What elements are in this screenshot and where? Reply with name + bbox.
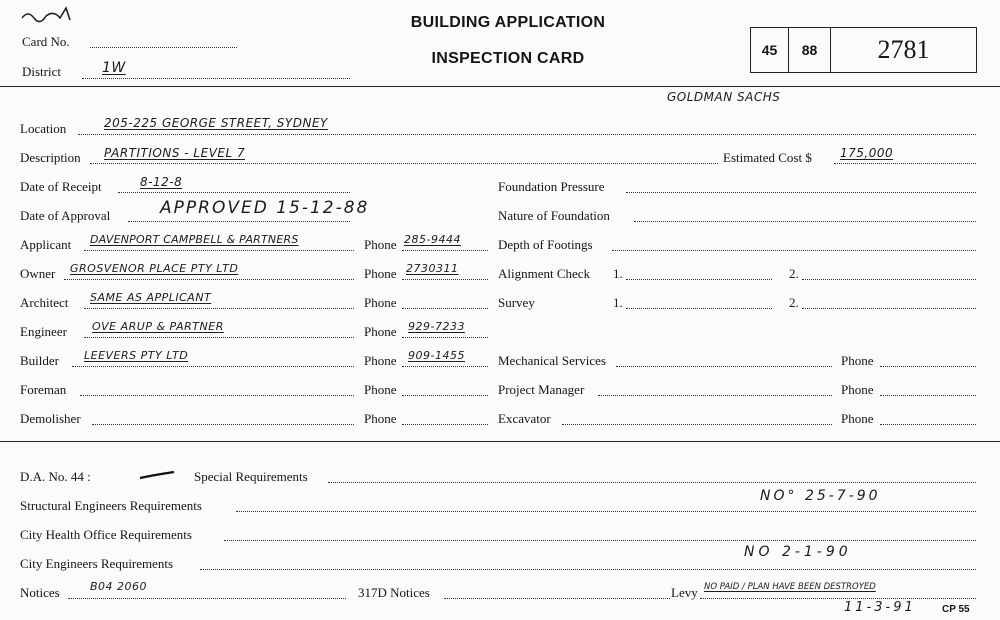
notices-line — [68, 598, 346, 599]
builder-phone-value: 909-1455 — [408, 349, 465, 362]
da-number-dash — [138, 470, 178, 482]
card-number-box — [750, 27, 977, 73]
da-number-label: D.A. No. 44 : — [20, 469, 91, 484]
alignment-check-2-line — [802, 279, 976, 280]
owner-value: GROSVENOR PLACE PTY LTD — [70, 262, 239, 275]
excavator-line — [562, 424, 832, 425]
survey-label: Survey — [498, 295, 535, 310]
mechanical-services-phone-label: Phone — [841, 353, 874, 368]
city-engineers-label: City Engineers Requirements — [20, 556, 174, 571]
header-divider — [0, 86, 1000, 87]
architect-label: Architect — [20, 295, 69, 310]
special-requirements-label: Special Requirements — [194, 469, 308, 484]
engineer-phone-value: 929-7233 — [408, 320, 465, 333]
levy-label: Levy — [671, 585, 698, 600]
survey-1-label: 1. — [613, 295, 623, 310]
mechanical-services-label: Mechanical Services — [498, 353, 606, 368]
date-of-receipt-value: 8-12-8 — [140, 175, 183, 189]
owner-phone-line — [402, 279, 488, 280]
form-code: CP 55 — [942, 604, 970, 615]
scribble-mark — [20, 4, 90, 24]
applicant-phone-line — [402, 250, 488, 251]
excavator-phone-line — [880, 424, 976, 425]
levy-line — [700, 598, 976, 599]
project-manager-phone-line — [880, 395, 976, 396]
foreman-phone-label: Phone — [364, 382, 397, 397]
notices-317d-label: 317D Notices — [358, 585, 430, 600]
city-engineers-line — [200, 569, 976, 570]
builder-phone-label: Phone — [364, 353, 397, 368]
description-value: PARTITIONS - LEVEL 7 — [104, 146, 246, 160]
form-title-line2: INSPECTION CARD — [431, 50, 585, 67]
special-requirements-line — [328, 482, 976, 483]
mechanical-services-line — [616, 366, 832, 367]
builder-phone-line — [402, 366, 488, 367]
applicant-phone-value: 285-9444 — [404, 233, 461, 246]
project-manager-line — [598, 395, 832, 396]
mechanical-services-phone-line — [880, 366, 976, 367]
description-label: Description — [20, 150, 81, 165]
architect-phone-label: Phone — [364, 295, 397, 310]
date-of-approval-label: Date of Approval — [20, 208, 111, 223]
levy-date: 11-3-91 — [844, 600, 916, 615]
depth-of-footings-label: Depth of Footings — [498, 237, 593, 252]
builder-label: Builder — [20, 353, 59, 368]
alignment-check-label: Alignment Check — [498, 266, 591, 281]
survey-2-label: 2. — [789, 295, 799, 310]
engineer-phone-line — [402, 337, 488, 338]
structural-engineers-value: NO° 25-7-90 — [760, 488, 881, 504]
builder-line — [72, 366, 354, 367]
structural-engineers-line — [236, 511, 976, 512]
engineer-label: Engineer — [20, 324, 67, 339]
description-line — [90, 163, 718, 164]
applicant-value: DAVENPORT CAMPBELL & PARTNERS — [90, 233, 299, 246]
applicant-label: Applicant — [20, 237, 72, 252]
owner-label: Owner — [20, 266, 56, 281]
builder-value: LEEVERS PTY LTD — [84, 349, 189, 362]
engineer-value: OVE ARUP & PARTNER — [92, 320, 224, 333]
card-number-year: 88 — [789, 28, 831, 72]
date-of-approval-value: APPROVED 15-12-88 — [160, 198, 370, 218]
architect-phone-line — [402, 308, 488, 309]
alignment-check-1-label: 1. — [613, 266, 623, 281]
demolisher-label: Demolisher — [20, 411, 81, 426]
card-number-prefix: 45 — [751, 28, 789, 72]
levy-value: NO PAID / PLAN HAVE BEEN DESTROYED — [704, 582, 876, 592]
nature-of-foundation-line — [634, 221, 976, 222]
client-note: GOLDMAN SACHS — [667, 90, 781, 104]
card-no-label: Card No. — [22, 34, 70, 49]
project-manager-phone-label: Phone — [841, 382, 874, 397]
foundation-pressure-label: Foundation Pressure — [498, 179, 605, 194]
depth-of-footings-line — [612, 250, 976, 251]
foreman-label: Foreman — [20, 382, 67, 397]
estimated-cost-label: Estimated Cost $ — [723, 150, 812, 165]
notices-label: Notices — [20, 585, 60, 600]
location-value: 205-225 GEORGE STREET, SYDNEY — [104, 116, 328, 130]
foreman-phone-line — [402, 395, 488, 396]
requirements-divider — [0, 441, 1000, 442]
foundation-pressure-line — [626, 192, 976, 193]
demolisher-phone-line — [402, 424, 488, 425]
city-health-label: City Health Office Requirements — [20, 527, 192, 542]
owner-phone-value: 2730311 — [406, 262, 459, 275]
architect-value: SAME AS APPLICANT — [90, 291, 212, 304]
date-of-receipt-line — [118, 192, 350, 193]
engineer-line — [84, 337, 354, 338]
owner-phone-label: Phone — [364, 266, 397, 281]
estimated-cost-line — [834, 163, 976, 164]
alignment-check-1-line — [626, 279, 772, 280]
demolisher-line — [92, 424, 354, 425]
card-number: 2781 — [877, 35, 930, 64]
owner-line — [64, 279, 354, 280]
alignment-check-2-label: 2. — [789, 266, 799, 281]
notices-317d-line — [444, 598, 670, 599]
date-of-approval-line — [128, 221, 350, 222]
foreman-line — [80, 395, 354, 396]
form-title-line1: BUILDING APPLICATION — [410, 14, 606, 31]
notices-value: B04 2060 — [90, 580, 148, 593]
district-label: District — [22, 64, 61, 79]
engineer-phone-label: Phone — [364, 324, 397, 339]
district-line — [82, 78, 350, 79]
survey-2-line — [802, 308, 976, 309]
card-no-line — [90, 47, 237, 48]
estimated-cost-value: 175,000 — [840, 146, 894, 160]
architect-line — [84, 308, 354, 309]
date-of-receipt-label: Date of Receipt — [20, 179, 102, 194]
survey-1-line — [626, 308, 772, 309]
location-line — [78, 134, 976, 135]
demolisher-phone-label: Phone — [364, 411, 397, 426]
nature-of-foundation-label: Nature of Foundation — [498, 208, 610, 223]
city-health-line — [224, 540, 976, 541]
location-label: Location — [20, 121, 67, 136]
project-manager-label: Project Manager — [498, 382, 585, 397]
district-value: 1W — [102, 60, 126, 76]
applicant-line — [84, 250, 354, 251]
excavator-label: Excavator — [498, 411, 551, 426]
applicant-phone-label: Phone — [364, 237, 397, 252]
city-engineers-value: NO 2-1-90 — [744, 544, 852, 560]
excavator-phone-label: Phone — [841, 411, 874, 426]
structural-engineers-label: Structural Engineers Requirements — [20, 498, 202, 513]
